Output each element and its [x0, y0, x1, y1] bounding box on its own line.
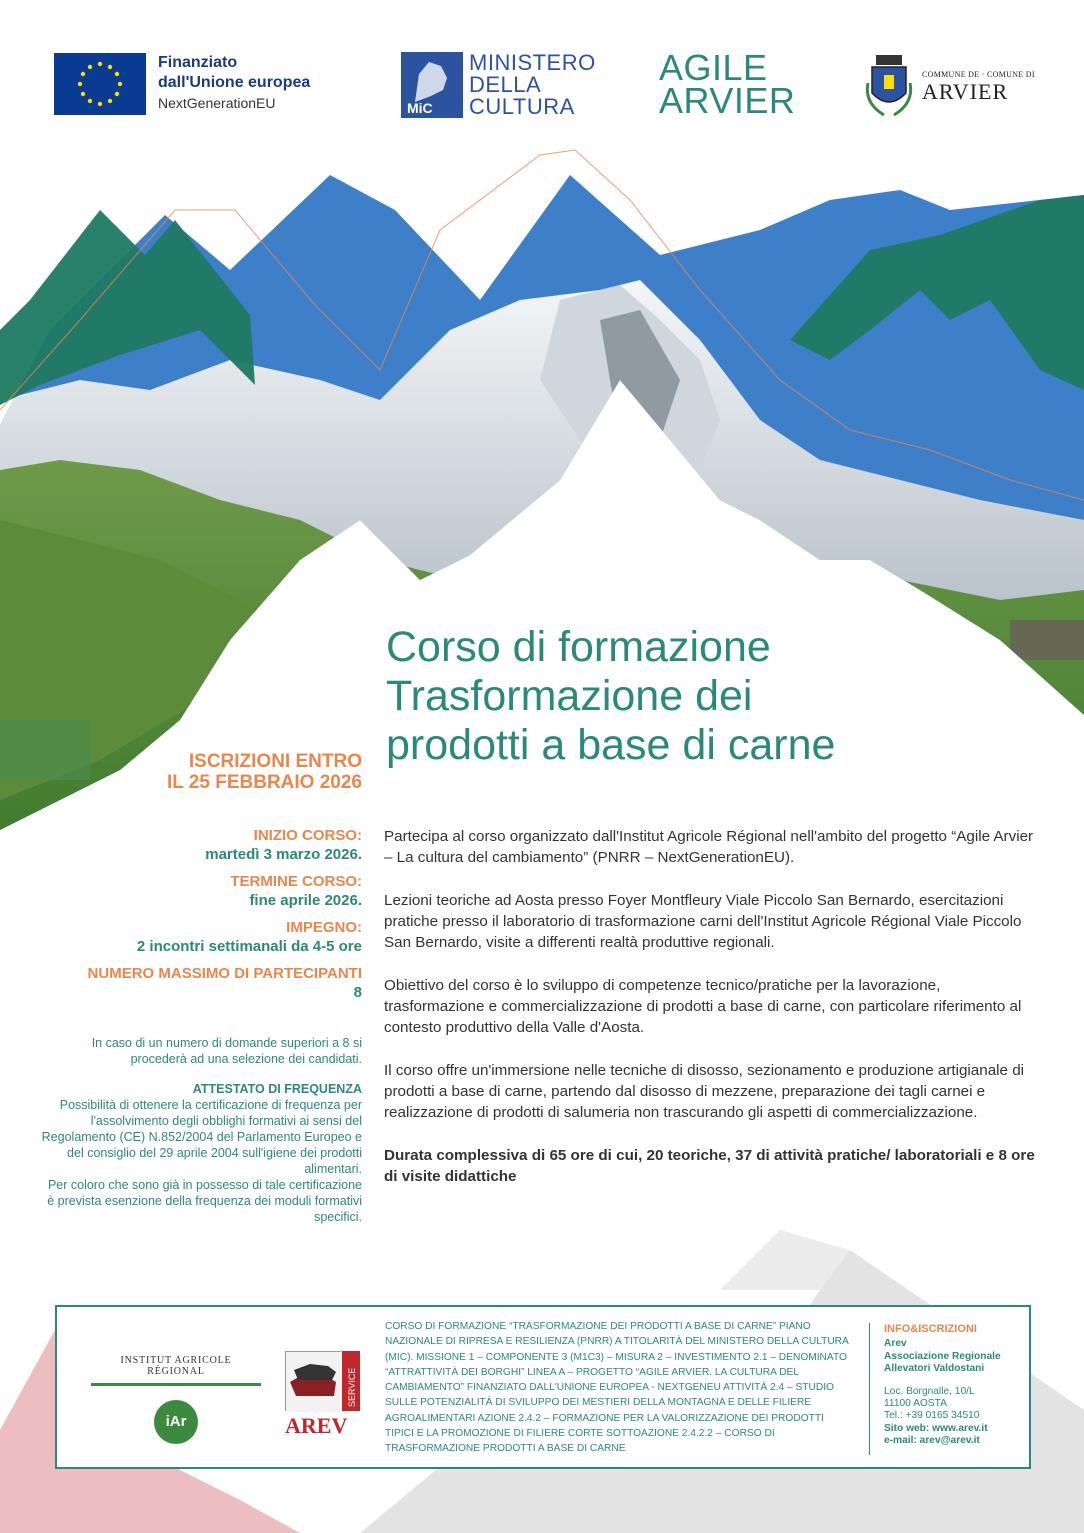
agile-arvier-logo: [659, 47, 796, 121]
project-description: CORSO DI FORMAZIONE “TRASFORMAZIONE DEI PRODOTTI A BASE DI CARNE” PIANO NAZIONALE DI RIPRESA E RESILIENZA (PNRR) A TITOLARITÀ DEL MINISTERO DELLA CULTURA (MIC). MISSIONE 1 – COMPONENTE 3 (M1C3) – MISURA 2 – INVESTIMENTO 2.1 – DENOMINATO “ATTRATTIVITÀ DEI BORGHI” LINEA A – PROGETTO “AGILE ARVIER. LA CULTURA DEL CAMBIAMENTO” FINANZIATO DALL'UNIONE EUROPEA - NEXTGENEU ATTIVITÀ 2.4 – STUDIO SULLE POTENZIALITÀ DI SVILUPPO DEI MESTIERI DELLA MONTAGNA E DELLE FILIERE AGROALIMENTARI AZIONE 2.4.2 – FORMAZIONE PER LA VALORIZZAZIONE DEI PRODOTTI TIPICI E LA PROMOZIONE DI FILIERE CORTE SOTTOAZIONE 2.4.2.2 – CORSO DI TRASFORMAZIONE PRODOTTI A BASE DI CARNE: [385, 1321, 849, 1455]
org-name-3: Allevatori Valdostani: [884, 1363, 985, 1375]
info-heading: INFO&ISCRIZIONI: [884, 1323, 977, 1335]
course-title: [386, 623, 1066, 770]
start-label: INIZIO CORSO:: [253, 827, 362, 844]
attendance-certificate: [40, 1081, 362, 1225]
arev-service-label: [342, 1351, 360, 1411]
start-value: martedì 3 marzo 2026.: [205, 846, 362, 863]
eu-line-1: Finanziato: [158, 54, 238, 71]
title-line-3: prodotti a base di carne: [386, 721, 836, 769]
ministry-line-3: CULTURA: [469, 94, 575, 119]
max-participants-label: NUMERO MASSIMO DI PARTECIPANTI: [87, 965, 362, 982]
course-description: [384, 826, 1044, 1209]
comune-name: ARVIER: [922, 78, 1009, 104]
eu-flag-icon: [54, 53, 146, 115]
org-name-2: Associazione Regionale: [884, 1350, 1001, 1362]
comune-small-label: COMMUNE DE · COMUNE DI: [922, 69, 1035, 79]
description-paragraph-1: Partecipa al corso organizzato dall'Institut Agricole Régional nell'ambito del progetto “Agile Arvier – La cultura del cambiamento” (PNRR – NextGenerationEU).: [384, 828, 1034, 866]
email-link[interactable]: e-mail: arev@arev.it: [884, 1435, 980, 1447]
coat-of-arms-icon: [864, 53, 914, 121]
mic-badge: MiC: [407, 100, 433, 116]
max-participants-value: 8: [353, 984, 362, 1001]
cows-icon: [285, 1351, 341, 1411]
iar-logo: [91, 1355, 261, 1444]
mic-emblem-icon: [401, 52, 463, 118]
iar-name: INSTITUT AGRICOLE RÉGIONAL: [120, 1355, 232, 1377]
arev-logo: [285, 1351, 363, 1439]
description-paragraph-4: Il corso offre un'immersione nelle tecniche di disosso, sezionamento e produzione artigianale di prodotti a base di carne, partendo dal disosso di mezzene, preparazione dei tagli carnei e realizzazione di prodotti di salumeria non trascurando gli aspetti di commercializzazione.: [384, 1062, 1025, 1121]
eu-line-2: dall'Unione europea: [158, 74, 311, 91]
comune-arvier-logo: [864, 53, 1035, 121]
arev-name: AREV: [285, 1413, 348, 1438]
eu-line-3: NextGenerationEU: [158, 95, 276, 111]
eu-funding-logo: [54, 53, 310, 115]
footer-divider: [869, 1323, 870, 1455]
org-name-1: Arev: [884, 1338, 907, 1350]
agile-line-2: ARVIER: [659, 80, 796, 121]
iar-badge-icon: iAr: [154, 1400, 198, 1444]
ministry-culture-logo: [401, 52, 596, 118]
duration-summary: Durata complessiva di 65 ore di cui, 20 teoriche, 37 di attività pratiche/ laboratoriali e 8 ore di visite didattiche: [384, 1147, 1035, 1185]
ministry-line-1: MINISTERO: [469, 50, 596, 75]
website-link[interactable]: Sito web: www.arev.it: [884, 1422, 988, 1434]
title-line-1: Corso di formazione: [386, 623, 771, 671]
ministry-line-2: DELLA: [469, 72, 542, 97]
phone: Tel.: +39 0165 34510: [884, 1410, 980, 1422]
commitment-value: 2 incontri settimanali da 4-5 ore: [136, 938, 362, 955]
iar-divider: [91, 1383, 261, 1386]
description-paragraph-2: Lezioni teoriche ad Aosta presso Foyer Montfleury Viale Piccolo San Bernardo, esercitazioni pratiche presso il laboratorio di trasformazione carni dell'Institut Agricole Régional Viale Piccolo San Bernardo, visite a differenti realtà produttive regionali.: [384, 892, 1022, 951]
deadline-line-2: IL 25 FEBBRAIO 2026: [166, 772, 362, 793]
attestato-text-2: Per coloro che sono già in possesso di tale certificazione è prevista esenzione della frequenza dei moduli formativi specifici.: [47, 1178, 362, 1224]
agile-line-1: AGILE: [659, 47, 768, 88]
title-line-2: Trasformazione dei: [386, 672, 753, 720]
attestato-heading: ATTESTATO DI FREQUENZA: [192, 1082, 362, 1096]
selection-note: In caso di un numero di domande superiori a 8 si procederà ad una selezione dei candidati.: [91, 1036, 362, 1066]
end-value: fine aprile 2026.: [249, 892, 362, 909]
commitment-label: IMPEGNO:: [286, 919, 362, 936]
attestato-text-1: Possibilità di ottenere la certificazione di frequenza per l'assolvimento degli obblighi formativi ai sensi del Regolamento (CE) N.852/2004 del Parlamento Europeo e del consiglio del 29 aprile 2004 sull'igiene dei prodotti alimentari.: [41, 1098, 362, 1176]
footer-box: [55, 1305, 1031, 1469]
course-info: [40, 826, 362, 1002]
address-line-1: Loc. Borgnalle, 10/L: [884, 1385, 975, 1397]
address-line-2: 11100 AOSTA: [884, 1398, 947, 1410]
registration-deadline: [40, 751, 362, 793]
arev-service-text: SERVICE: [347, 1367, 357, 1407]
contact-info: [884, 1323, 1024, 1448]
end-label: TERMINE CORSO:: [230, 873, 362, 890]
description-paragraph-3: Obiettivo del corso è lo sviluppo di competenze tecnico/pratiche per la lavorazione, trasformazione e commercializzazione di prodotti a base di carne, con particolare riferimento al contesto produttivo della Valle d'Aosta.: [384, 977, 1022, 1036]
deadline-line-1: ISCRIZIONI ENTRO: [188, 751, 362, 772]
